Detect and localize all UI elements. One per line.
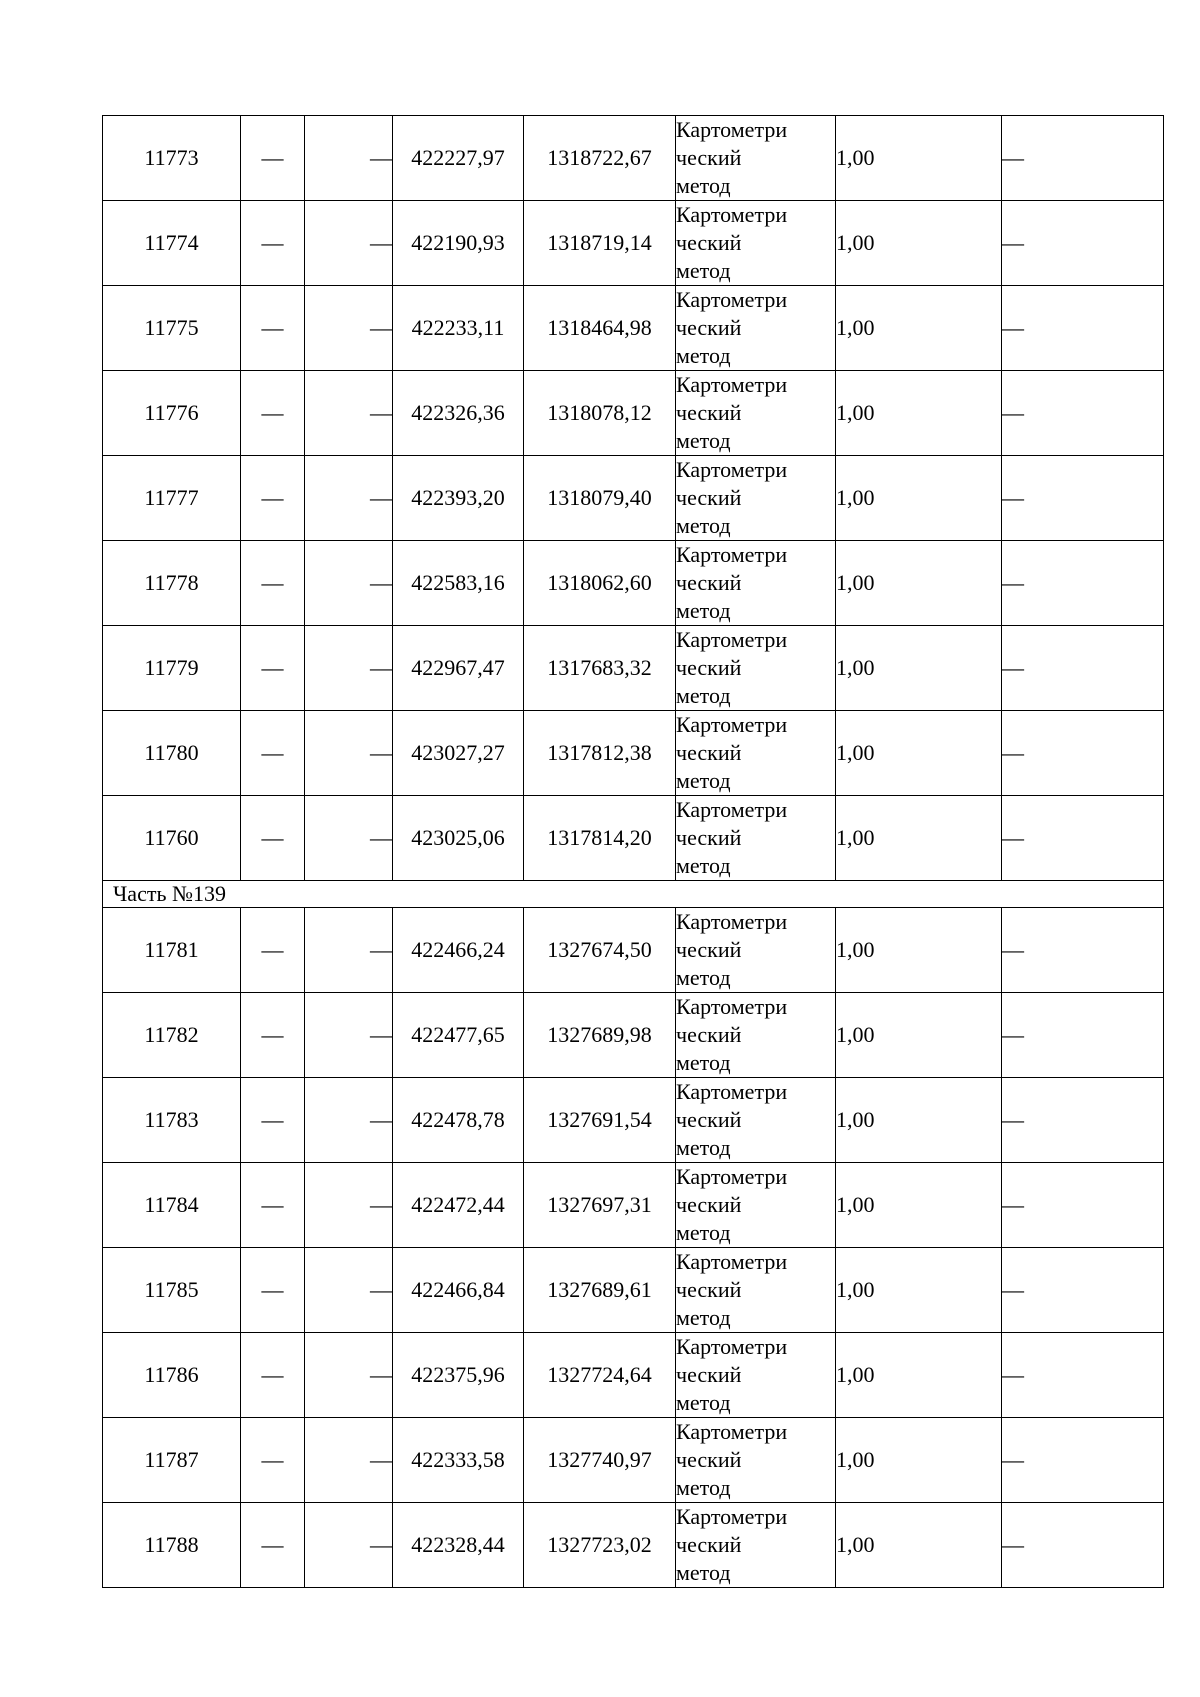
empty-y-old-cell: — [305, 116, 393, 201]
method-text-line: метод [676, 1305, 731, 1330]
empty-x-old-cell: — [241, 1078, 305, 1163]
empty-x-old-cell: — [241, 201, 305, 286]
method-text-line: метод [676, 598, 731, 623]
method-cell [676, 541, 836, 626]
method-text-line: ческий [676, 937, 742, 962]
accuracy-cell: 1,00 [836, 1333, 1002, 1418]
empty-y-old-cell: — [305, 908, 393, 993]
method-text-line: метод [676, 258, 731, 283]
description-cell: — [1002, 626, 1164, 711]
empty-y-old-cell: — [305, 711, 393, 796]
x-coordinate-cell: 422967,47 [393, 626, 524, 711]
table-row [103, 541, 1164, 626]
table-row [103, 908, 1164, 993]
point-number-cell: 11774 [103, 201, 241, 286]
accuracy-cell: 1,00 [836, 116, 1002, 201]
method-text-line: ческий [676, 1107, 742, 1132]
method-text-line: метод [676, 1050, 731, 1075]
table-row [103, 1163, 1164, 1248]
y-coordinate-cell: 1317814,20 [524, 796, 676, 881]
method-text-line: ческий [676, 570, 742, 595]
table-row [103, 371, 1164, 456]
method-cell [676, 1163, 836, 1248]
point-number-cell: 11776 [103, 371, 241, 456]
empty-x-old-cell: — [241, 1503, 305, 1588]
accuracy-cell: 1,00 [836, 908, 1002, 993]
accuracy-cell: 1,00 [836, 286, 1002, 371]
x-coordinate-cell: 422190,93 [393, 201, 524, 286]
method-cell [676, 626, 836, 711]
point-number-cell: 11782 [103, 993, 241, 1078]
method-text-line: ческий [676, 740, 742, 765]
description-cell: — [1002, 541, 1164, 626]
point-number-cell: 11778 [103, 541, 241, 626]
point-number-cell: 11773 [103, 116, 241, 201]
empty-x-old-cell: — [241, 1333, 305, 1418]
description-cell: — [1002, 456, 1164, 541]
y-coordinate-cell: 1327689,61 [524, 1248, 676, 1333]
method-text-line: Картометри [676, 202, 788, 227]
method-text-line: ческий [676, 315, 742, 340]
x-coordinate-cell: 422472,44 [393, 1163, 524, 1248]
accuracy-cell: 1,00 [836, 626, 1002, 711]
method-cell [676, 116, 836, 201]
method-text-line: метод [676, 1560, 731, 1585]
empty-x-old-cell: — [241, 1163, 305, 1248]
table-row [103, 711, 1164, 796]
empty-y-old-cell: — [305, 201, 393, 286]
description-cell: — [1002, 1503, 1164, 1588]
description-cell: — [1002, 1078, 1164, 1163]
y-coordinate-cell: 1327724,64 [524, 1333, 676, 1418]
x-coordinate-cell: 422583,16 [393, 541, 524, 626]
empty-y-old-cell: — [305, 626, 393, 711]
table-row [103, 116, 1164, 201]
table-row [103, 796, 1164, 881]
method-text-line: Картометри [676, 542, 788, 567]
method-cell [676, 371, 836, 456]
x-coordinate-cell: 422478,78 [393, 1078, 524, 1163]
empty-y-old-cell: — [305, 1333, 393, 1418]
method-cell [676, 796, 836, 881]
x-coordinate-cell: 423027,27 [393, 711, 524, 796]
accuracy-cell: 1,00 [836, 371, 1002, 456]
empty-x-old-cell: — [241, 1248, 305, 1333]
description-cell: — [1002, 201, 1164, 286]
point-number-cell: 11785 [103, 1248, 241, 1333]
method-cell [676, 1503, 836, 1588]
y-coordinate-cell: 1318078,12 [524, 371, 676, 456]
y-coordinate-cell: 1318079,40 [524, 456, 676, 541]
x-coordinate-cell: 422326,36 [393, 371, 524, 456]
description-cell: — [1002, 371, 1164, 456]
point-number-cell: 11787 [103, 1418, 241, 1503]
method-text-line: метод [676, 768, 731, 793]
y-coordinate-cell: 1318464,98 [524, 286, 676, 371]
accuracy-cell: 1,00 [836, 993, 1002, 1078]
method-text-line: ческий [676, 1192, 742, 1217]
method-text-line: метод [676, 1475, 731, 1500]
y-coordinate-cell: 1327740,97 [524, 1418, 676, 1503]
method-cell [676, 993, 836, 1078]
empty-y-old-cell: — [305, 1078, 393, 1163]
accuracy-cell: 1,00 [836, 1503, 1002, 1588]
x-coordinate-cell: 422466,84 [393, 1248, 524, 1333]
table-row [103, 286, 1164, 371]
accuracy-cell: 1,00 [836, 1248, 1002, 1333]
x-coordinate-cell: 422466,24 [393, 908, 524, 993]
accuracy-cell: 1,00 [836, 1418, 1002, 1503]
point-number-cell: 11788 [103, 1503, 241, 1588]
part-label: Часть №139 [103, 881, 1164, 908]
empty-y-old-cell: — [305, 371, 393, 456]
empty-x-old-cell: — [241, 908, 305, 993]
x-coordinate-cell: 423025,06 [393, 796, 524, 881]
empty-y-old-cell: — [305, 1163, 393, 1248]
empty-x-old-cell: — [241, 796, 305, 881]
description-cell: — [1002, 1248, 1164, 1333]
empty-y-old-cell: — [305, 286, 393, 371]
empty-x-old-cell: — [241, 711, 305, 796]
method-text-line: метод [676, 1390, 731, 1415]
method-cell [676, 1078, 836, 1163]
y-coordinate-cell: 1318062,60 [524, 541, 676, 626]
empty-y-old-cell: — [305, 796, 393, 881]
method-cell [676, 286, 836, 371]
table-row [103, 1333, 1164, 1418]
table-row [103, 626, 1164, 711]
y-coordinate-cell: 1318719,14 [524, 201, 676, 286]
empty-y-old-cell: — [305, 1503, 393, 1588]
method-text-line: Картометри [676, 287, 788, 312]
part-header-row [103, 881, 1164, 908]
table-row [103, 456, 1164, 541]
method-text-line: метод [676, 173, 731, 198]
method-text-line: метод [676, 1220, 731, 1245]
method-text-line: Картометри [676, 627, 788, 652]
table-row [103, 1248, 1164, 1333]
x-coordinate-cell: 422375,96 [393, 1333, 524, 1418]
table-row [103, 1078, 1164, 1163]
method-text-line: ческий [676, 1532, 742, 1557]
y-coordinate-cell: 1327697,31 [524, 1163, 676, 1248]
method-cell [676, 456, 836, 541]
empty-y-old-cell: — [305, 1248, 393, 1333]
point-number-cell: 11784 [103, 1163, 241, 1248]
description-cell: — [1002, 286, 1164, 371]
method-text-line: метод [676, 683, 731, 708]
method-text-line: Картометри [676, 1419, 788, 1444]
point-number-cell: 11777 [103, 456, 241, 541]
y-coordinate-cell: 1327689,98 [524, 993, 676, 1078]
method-cell [676, 908, 836, 993]
empty-x-old-cell: — [241, 456, 305, 541]
method-text-line: Картометри [676, 909, 788, 934]
method-text-line: ческий [676, 400, 742, 425]
description-cell: — [1002, 908, 1164, 993]
empty-x-old-cell: — [241, 1418, 305, 1503]
point-number-cell: 11786 [103, 1333, 241, 1418]
y-coordinate-cell: 1327691,54 [524, 1078, 676, 1163]
description-cell: — [1002, 796, 1164, 881]
method-text-line: Картометри [676, 994, 788, 1019]
method-text-line: метод [676, 513, 731, 538]
point-number-cell: 11779 [103, 626, 241, 711]
accuracy-cell: 1,00 [836, 1078, 1002, 1163]
method-text-line: ческий [676, 485, 742, 510]
point-number-cell: 11775 [103, 286, 241, 371]
method-text-line: Картометри [676, 1249, 788, 1274]
x-coordinate-cell: 422393,20 [393, 456, 524, 541]
method-text-line: ческий [676, 1277, 742, 1302]
x-coordinate-cell: 422477,65 [393, 993, 524, 1078]
method-text-line: метод [676, 853, 731, 878]
table-row [103, 993, 1164, 1078]
method-text-line: метод [676, 428, 731, 453]
empty-x-old-cell: — [241, 116, 305, 201]
empty-x-old-cell: — [241, 626, 305, 711]
y-coordinate-cell: 1327723,02 [524, 1503, 676, 1588]
x-coordinate-cell: 422227,97 [393, 116, 524, 201]
x-coordinate-cell: 422233,11 [393, 286, 524, 371]
empty-y-old-cell: — [305, 541, 393, 626]
empty-x-old-cell: — [241, 541, 305, 626]
method-cell [676, 711, 836, 796]
accuracy-cell: 1,00 [836, 711, 1002, 796]
description-cell: — [1002, 1333, 1164, 1418]
method-cell [676, 1418, 836, 1503]
method-text-line: Картометри [676, 372, 788, 397]
method-text-line: ческий [676, 1362, 742, 1387]
method-text-line: метод [676, 1135, 731, 1160]
method-cell [676, 201, 836, 286]
description-cell: — [1002, 116, 1164, 201]
y-coordinate-cell: 1317683,32 [524, 626, 676, 711]
method-text-line: ческий [676, 145, 742, 170]
method-cell [676, 1333, 836, 1418]
method-text-line: Картометри [676, 1164, 788, 1189]
method-text-line: Картометри [676, 457, 788, 482]
x-coordinate-cell: 422328,44 [393, 1503, 524, 1588]
table-row [103, 1503, 1164, 1588]
empty-x-old-cell: — [241, 993, 305, 1078]
table-body [103, 116, 1164, 1588]
method-cell [676, 1248, 836, 1333]
method-text-line: ческий [676, 230, 742, 255]
method-text-line: Картометри [676, 712, 788, 737]
accuracy-cell: 1,00 [836, 456, 1002, 541]
empty-y-old-cell: — [305, 456, 393, 541]
method-text-line: Картометри [676, 1079, 788, 1104]
method-text-line: ческий [676, 825, 742, 850]
point-number-cell: 11780 [103, 711, 241, 796]
empty-y-old-cell: — [305, 993, 393, 1078]
empty-x-old-cell: — [241, 286, 305, 371]
accuracy-cell: 1,00 [836, 541, 1002, 626]
method-text-line: Картометри [676, 797, 788, 822]
empty-x-old-cell: — [241, 371, 305, 456]
method-text-line: метод [676, 343, 731, 368]
method-text-line: метод [676, 965, 731, 990]
point-number-cell: 11783 [103, 1078, 241, 1163]
description-cell: — [1002, 1163, 1164, 1248]
empty-y-old-cell: — [305, 1418, 393, 1503]
point-number-cell: 11781 [103, 908, 241, 993]
table-row [103, 201, 1164, 286]
method-text-line: Картометри [676, 1504, 788, 1529]
description-cell: — [1002, 711, 1164, 796]
y-coordinate-cell: 1327674,50 [524, 908, 676, 993]
method-text-line: ческий [676, 655, 742, 680]
method-text-line: Картометри [676, 117, 788, 142]
point-number-cell: 11760 [103, 796, 241, 881]
method-text-line: Картометри [676, 1334, 788, 1359]
y-coordinate-cell: 1318722,67 [524, 116, 676, 201]
method-text-line: ческий [676, 1022, 742, 1047]
accuracy-cell: 1,00 [836, 201, 1002, 286]
description-cell: — [1002, 1418, 1164, 1503]
description-cell: — [1002, 993, 1164, 1078]
x-coordinate-cell: 422333,58 [393, 1418, 524, 1503]
accuracy-cell: 1,00 [836, 1163, 1002, 1248]
table-row [103, 1418, 1164, 1503]
method-text-line: ческий [676, 1447, 742, 1472]
accuracy-cell: 1,00 [836, 796, 1002, 881]
coordinates-table [102, 115, 1164, 1588]
y-coordinate-cell: 1317812,38 [524, 711, 676, 796]
